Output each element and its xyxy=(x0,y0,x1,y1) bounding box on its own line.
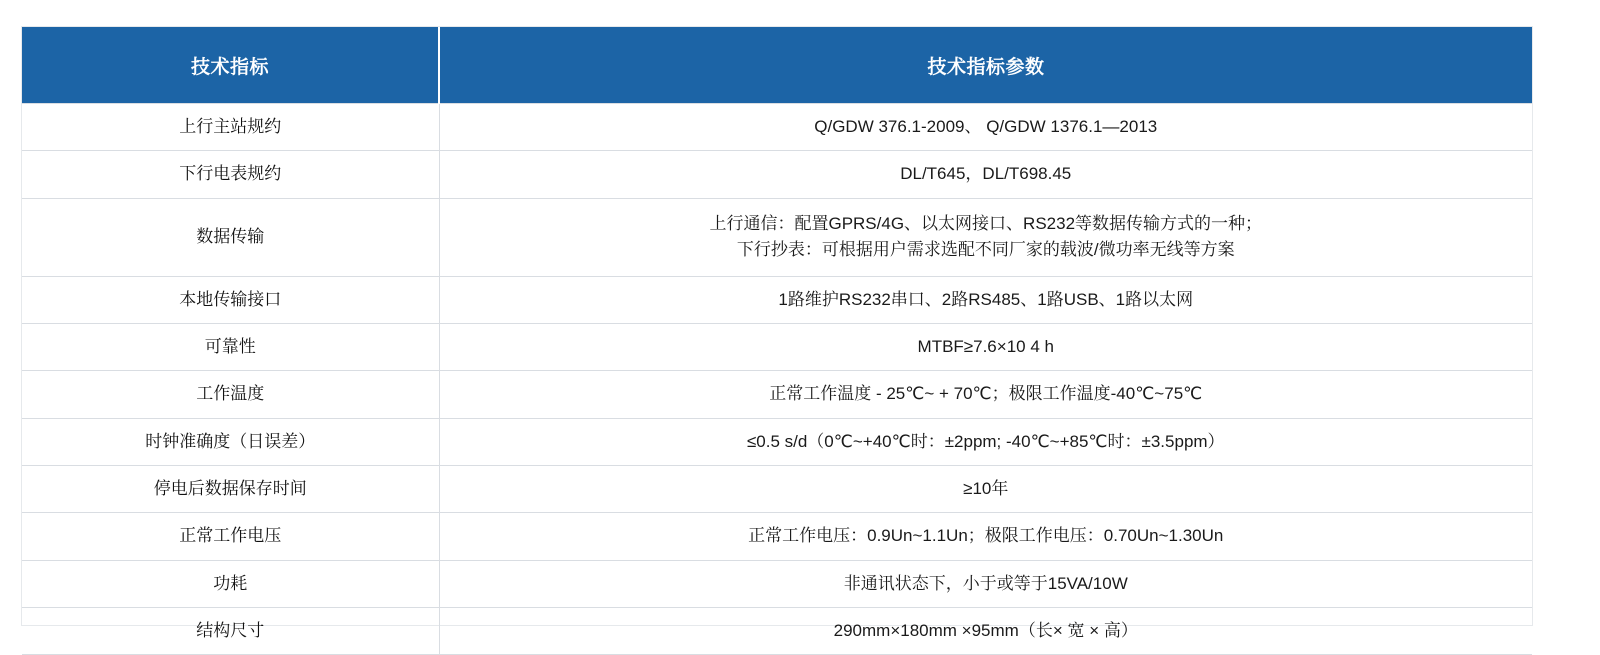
row-value: ≥10年 xyxy=(439,466,1532,513)
row-value: 290mm×180mm ×95mm（长× 宽 × 高） xyxy=(439,608,1532,655)
row-value: 非通讯状态下，小于或等于15VA/10W xyxy=(439,560,1532,607)
row-value: Q/GDW 376.1-2009、 Q/GDW 1376.1—2013 xyxy=(439,104,1532,151)
row-value: DL/T645，DL/T698.45 xyxy=(439,151,1532,198)
table-row xyxy=(22,198,1532,276)
table-frame-right xyxy=(1532,26,1533,626)
table-row xyxy=(22,151,1532,198)
table-body xyxy=(22,104,1532,655)
row-label: 正常工作电压 xyxy=(22,513,439,560)
table-header-row xyxy=(22,27,1532,104)
row-label: 时钟准确度（日误差） xyxy=(22,418,439,465)
row-value: MTBF≥7.6×10 4 h xyxy=(439,324,1532,371)
row-label: 停电后数据保存时间 xyxy=(22,466,439,513)
column-header-parameter: 技术指标参数 xyxy=(439,27,1532,104)
table-row xyxy=(22,418,1532,465)
row-value-line: 上行通信：配置GPRS/4G、以太网接口、RS232等数据传输方式的一种； xyxy=(709,213,1263,233)
row-label: 下行电表规约 xyxy=(22,151,439,198)
row-value: 正常工作电压：0.9Un~1.1Un；极限工作电压：0.70Un~1.30Un xyxy=(439,513,1532,560)
row-label: 上行主站规约 xyxy=(22,104,439,151)
table-row xyxy=(22,466,1532,513)
table-row xyxy=(22,608,1532,655)
column-header-indicator: 技术指标 xyxy=(22,27,439,104)
row-value: ≤0.5 s/d（0℃~+40℃时：±2ppm; -40℃~+85℃时：±3.5ppm） xyxy=(439,418,1532,465)
technical-specifications-table xyxy=(22,27,1532,655)
row-label: 结构尺寸 xyxy=(22,608,439,655)
table-row xyxy=(22,560,1532,607)
row-label: 工作温度 xyxy=(22,371,439,418)
row-label: 可靠性 xyxy=(22,324,439,371)
row-label: 本地传输接口 xyxy=(22,276,439,323)
row-label: 数据传输 xyxy=(22,198,439,276)
spec-table-container xyxy=(22,27,1532,655)
table-row xyxy=(22,324,1532,371)
table-header xyxy=(22,27,1532,104)
table-row xyxy=(22,513,1532,560)
table-row xyxy=(22,276,1532,323)
row-value: 正常工作温度 - 25℃~ + 70℃；极限工作温度-40℃~75℃ xyxy=(439,371,1532,418)
row-value xyxy=(439,198,1532,276)
row-value: 1路维护RS232串口、2路RS485、1路USB、1路以太网 xyxy=(439,276,1532,323)
table-row xyxy=(22,371,1532,418)
table-row xyxy=(22,104,1532,151)
row-value-line: 下行抄表：可根据用户需求选配不同厂家的载波/微功率无线等方案 xyxy=(736,240,1235,260)
row-label: 功耗 xyxy=(22,560,439,607)
